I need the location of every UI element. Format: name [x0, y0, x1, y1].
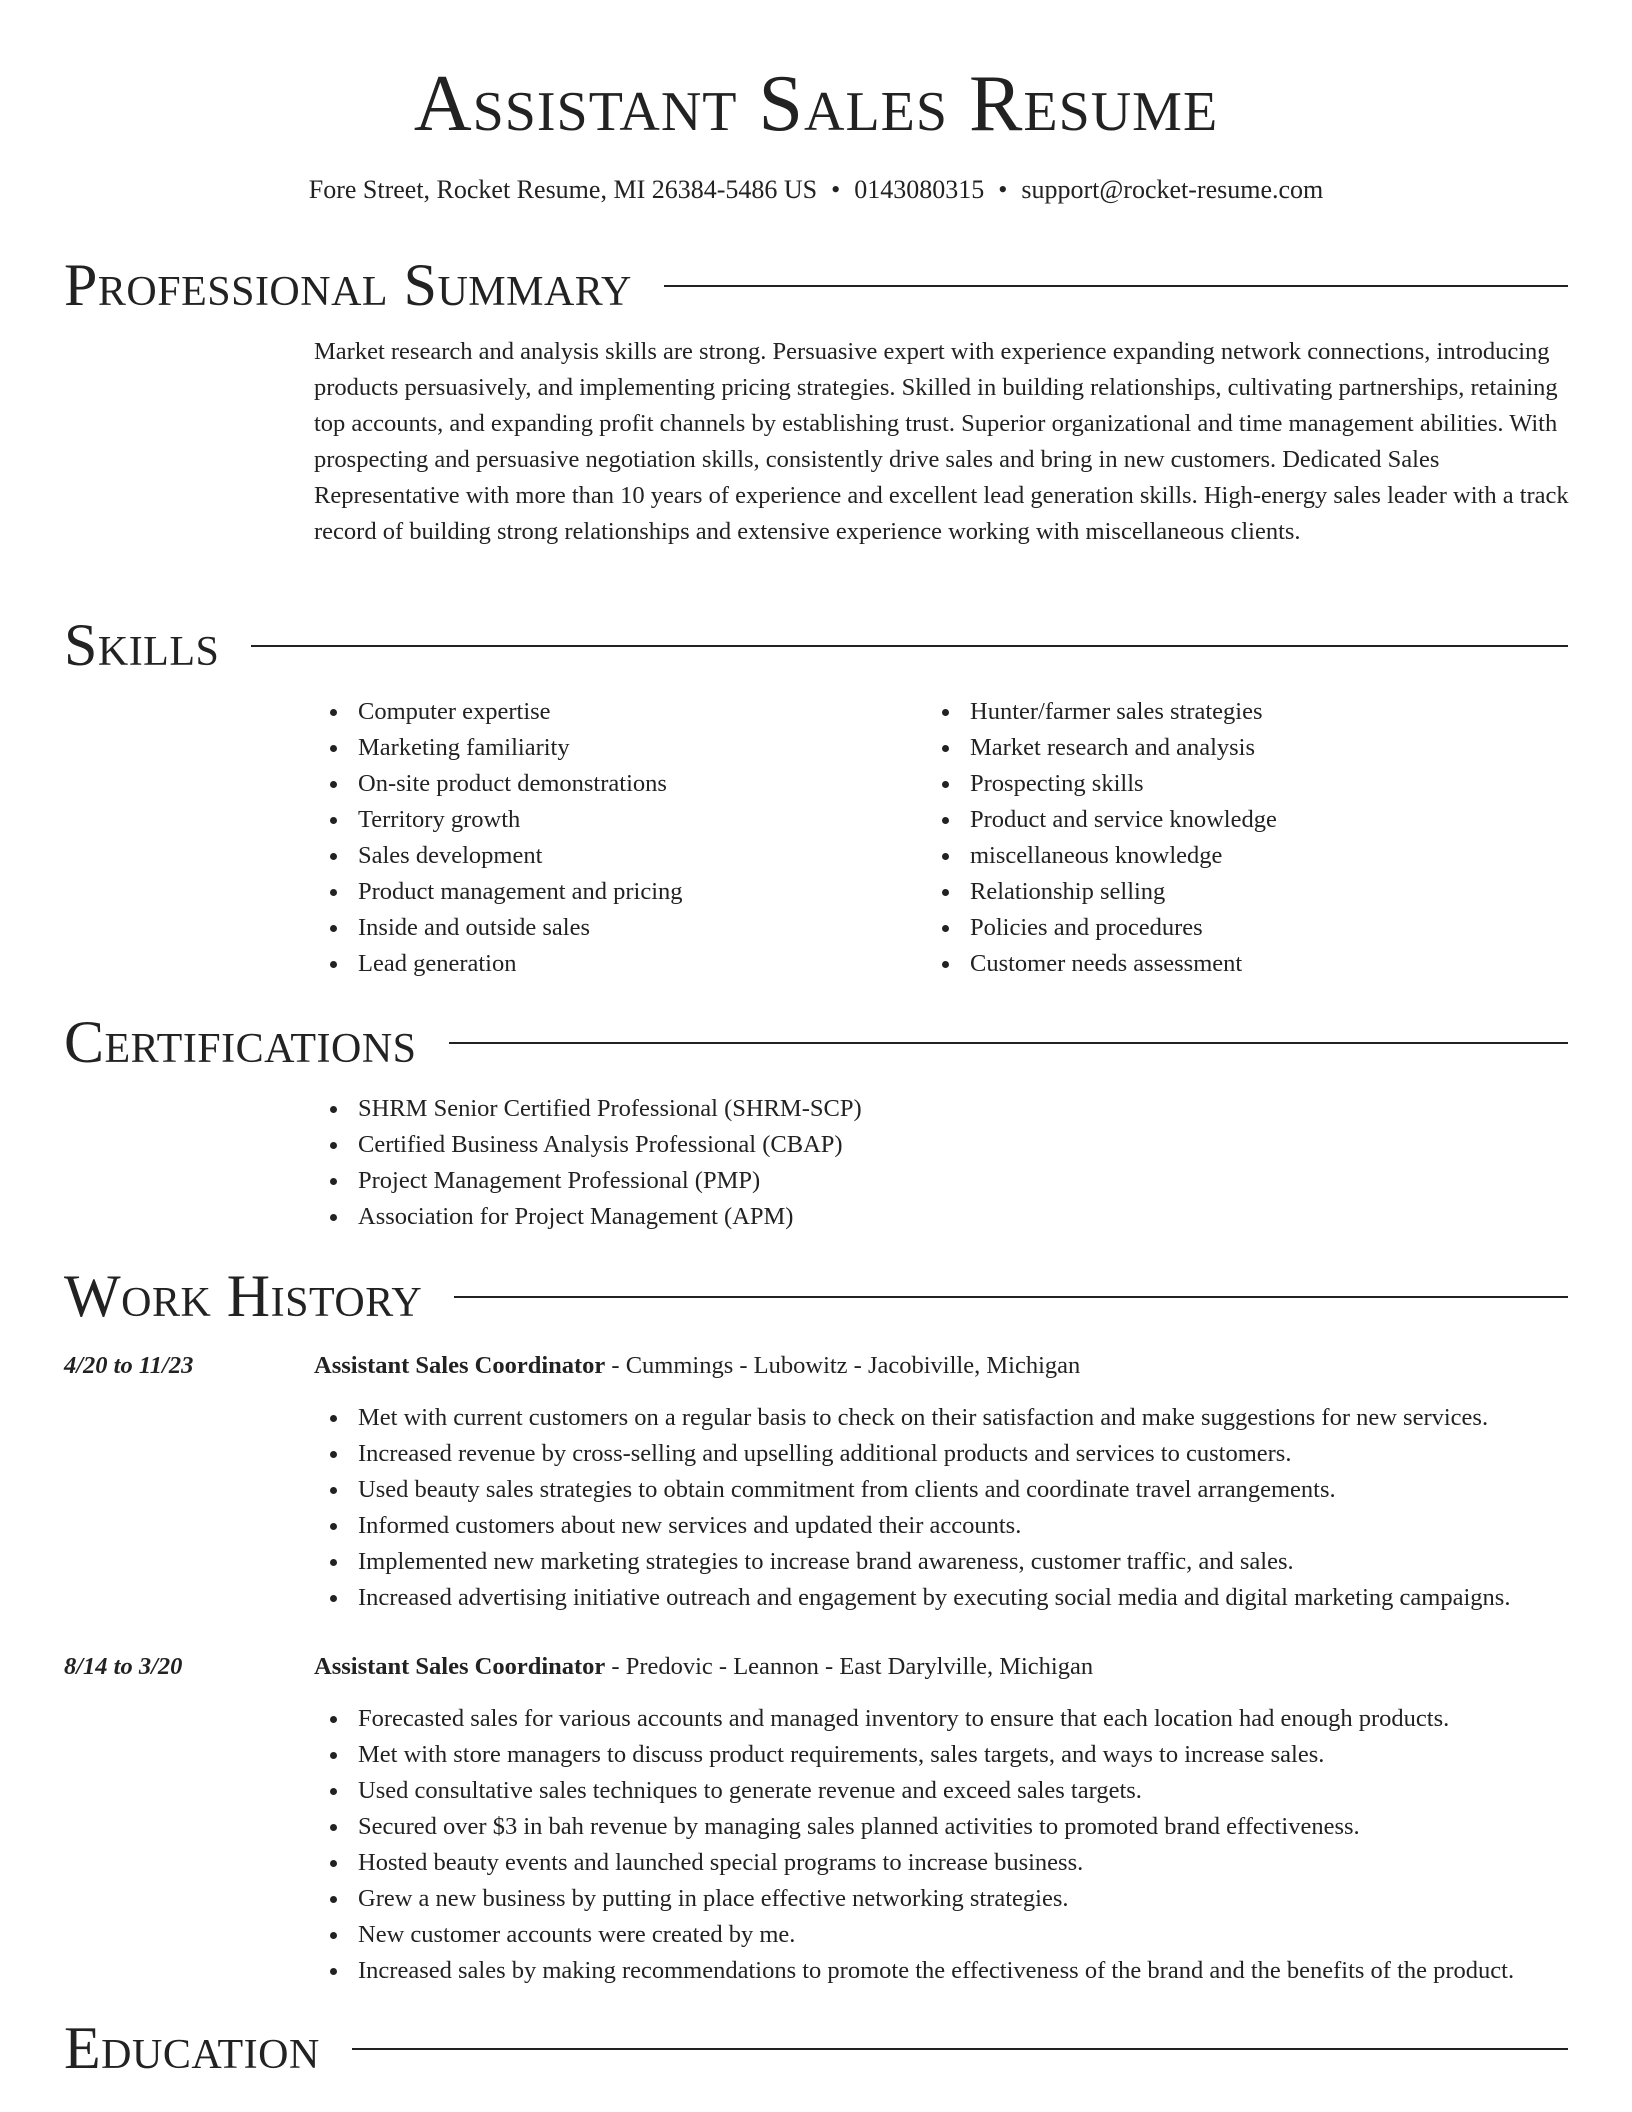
contact-separator: • — [998, 175, 1008, 204]
section-divider — [449, 1042, 1568, 1044]
skill-item: Computer expertise — [314, 694, 914, 730]
contact-separator: • — [831, 175, 841, 204]
certification-item: Certified Business Analysis Professional (CBAP) — [314, 1127, 1570, 1163]
work-history-section-header — [64, 1261, 1568, 1331]
skill-item: Marketing familiarity — [314, 730, 914, 766]
skill-item: Territory growth — [314, 802, 914, 838]
job-bullet: Informed customers about new services and updated their accounts. — [314, 1508, 1570, 1544]
job-dates: 8/14 to 3/20 — [64, 1653, 183, 1680]
section-heading: Skills — [64, 612, 220, 678]
job-bullet: Increased revenue by cross-selling and upselling additional products and services to customers. — [314, 1436, 1570, 1472]
job-bullet: Grew a new business by putting in place effective networking strategies. — [314, 1881, 1570, 1917]
section-divider — [352, 2048, 1568, 2050]
job-title-line — [314, 1649, 1093, 1685]
job-role: Assistant Sales Coordinator — [314, 1352, 606, 1379]
section-heading: Professional Summary — [64, 252, 632, 318]
job-bullet: Implemented new marketing strategies to increase brand awareness, customer traffic, and sales. — [314, 1544, 1570, 1580]
skills-column-right — [926, 694, 1526, 982]
skill-item: Sales development — [314, 838, 914, 874]
job-dates: 4/20 to 11/23 — [64, 1352, 194, 1379]
skill-item: Prospecting skills — [926, 766, 1526, 802]
summary-text: Market research and analysis skills are strong. Persuasive expert with experience expanding network connections, introducing products persuasively, and implementing pricing strategies. Skilled in building relationships, cultivating partnerships, retaining top accounts, and expanding profit channels by establishing trust. Superior organizational and time management abilities. With prospecting and persuasive negotiation skills, consistently drive sales and bring in new customers. Dedicated Sales Representative with more than 10 years of experience and excellent lead generation skills. High-energy sales leader with a track record of building strong relationships and extensive experience working with miscellaneous clients. — [314, 338, 1569, 545]
skills-list-right — [926, 694, 1526, 982]
job-company-location: - Predovic - Leannon - East Darylville, Michigan — [605, 1653, 1094, 1680]
job-company-location: - Cummings - Lubowitz - Jacobiville, Michigan — [605, 1352, 1081, 1379]
skill-item: miscellaneous knowledge — [926, 838, 1526, 874]
job-bullet: Met with current customers on a regular basis to check on their satisfaction and make suggestions for new services. — [314, 1400, 1570, 1436]
skills-section-header — [64, 610, 1568, 680]
contact-phone: 0143080315 — [854, 175, 985, 204]
certifications-block — [314, 1091, 1570, 1235]
skill-item: Product and service knowledge — [926, 802, 1526, 838]
job-bullets-block — [314, 1701, 1570, 1989]
job-bullet: Hosted beauty events and launched special programs to increase business. — [314, 1845, 1570, 1881]
skill-item: Customer needs assessment — [926, 946, 1526, 982]
certifications-section-header — [64, 1007, 1568, 1077]
summary-section-header — [64, 250, 1568, 320]
job-bullets — [314, 1701, 1570, 1989]
certifications-list — [314, 1091, 1570, 1235]
skill-item: Inside and outside sales — [314, 910, 914, 946]
job-bullets-block — [314, 1400, 1570, 1616]
job-bullet: Increased sales by making recommendations to promote the effectiveness of the brand and the benefits of the product. — [314, 1953, 1570, 1989]
skill-item: On-site product demonstrations — [314, 766, 914, 802]
job-bullet: New customer accounts were created by me. — [314, 1917, 1570, 1953]
skill-item: Relationship selling — [926, 874, 1526, 910]
job-bullet: Forecasted sales for various accounts and managed inventory to ensure that each location had enough products. — [314, 1701, 1570, 1737]
section-heading: Work History — [64, 1263, 423, 1329]
section-divider — [251, 645, 1568, 647]
section-divider — [664, 285, 1568, 287]
contact-email: support@rocket-resume.com — [1021, 175, 1324, 204]
skill-item: Product management and pricing — [314, 874, 914, 910]
certification-item: Association for Project Management (APM) — [314, 1199, 1570, 1235]
job-bullet: Used consultative sales techniques to generate revenue and exceed sales targets. — [314, 1773, 1570, 1809]
skill-item: Hunter/farmer sales strategies — [926, 694, 1526, 730]
job-bullet: Increased advertising initiative outreach and engagement by executing social media and digital marketing campaigns. — [314, 1580, 1570, 1616]
resume-title: Assistant Sales Resume — [413, 60, 1219, 148]
job-title-line — [314, 1348, 1080, 1384]
section-divider — [454, 1296, 1568, 1298]
job-bullet: Met with store managers to discuss product requirements, sales targets, and ways to increase sales. — [314, 1737, 1570, 1773]
skills-column-left — [314, 694, 914, 982]
job-bullet: Used beauty sales strategies to obtain commitment from clients and coordinate travel arrangements. — [314, 1472, 1570, 1508]
job-bullets — [314, 1400, 1570, 1616]
job-bullet: Secured over $3 in bah revenue by managing sales planned activities to promoted brand effectiveness. — [314, 1809, 1570, 1845]
contact-line — [0, 172, 1632, 208]
certification-item: Project Management Professional (PMP) — [314, 1163, 1570, 1199]
skill-item: Market research and analysis — [926, 730, 1526, 766]
skill-item: Policies and procedures — [926, 910, 1526, 946]
skill-item: Lead generation — [314, 946, 914, 982]
certification-item: SHRM Senior Certified Professional (SHRM-SCP) — [314, 1091, 1570, 1127]
contact-address: Fore Street, Rocket Resume, MI 26384-5486 US — [308, 175, 818, 204]
section-heading: Certifications — [64, 1009, 417, 1075]
section-heading: Education — [64, 2015, 320, 2081]
job-role: Assistant Sales Coordinator — [314, 1653, 606, 1680]
education-section-header — [64, 2013, 1568, 2083]
skills-list-left — [314, 694, 914, 982]
